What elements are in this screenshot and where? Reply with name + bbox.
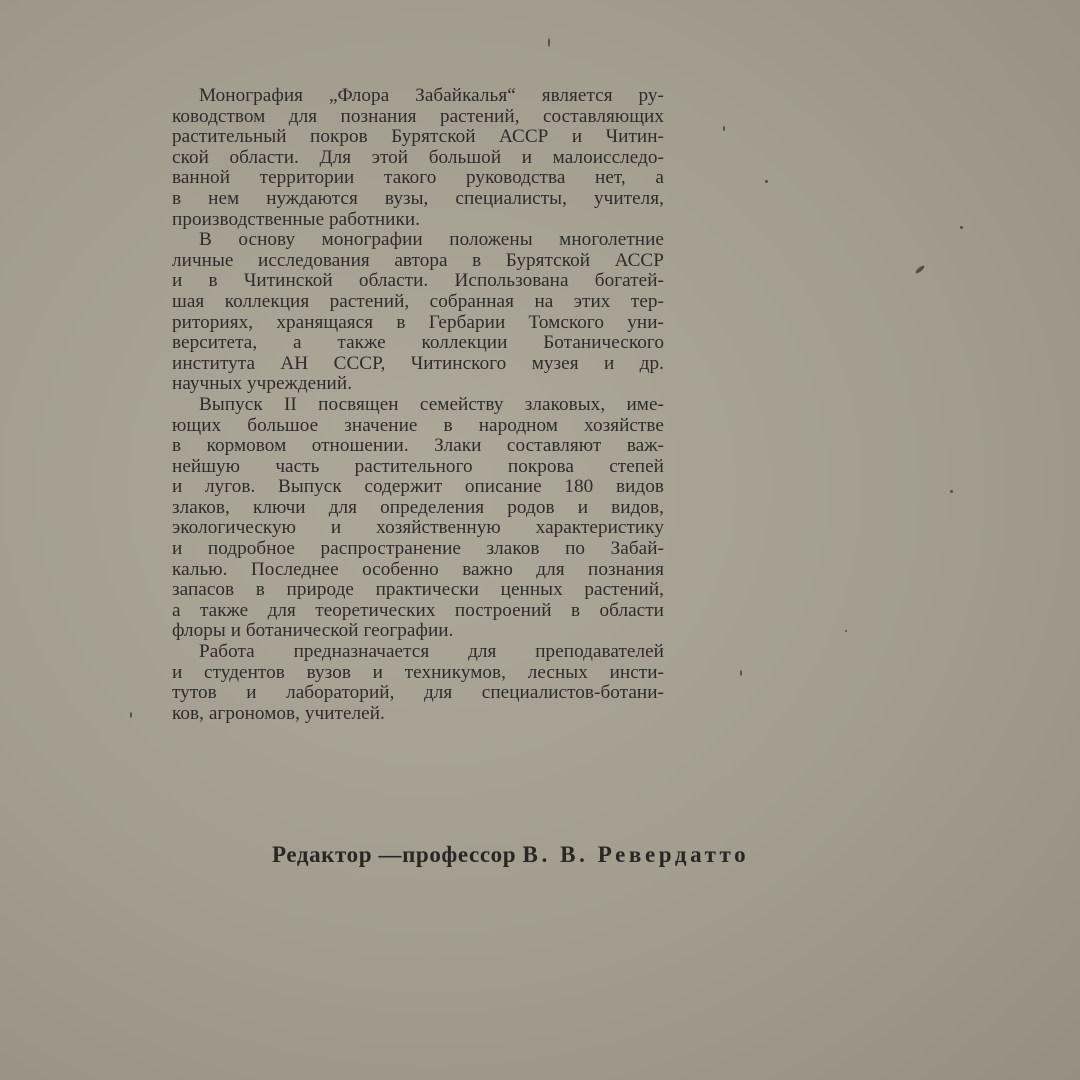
paper-speck [950, 490, 953, 493]
text-line: личные исследования автора в Бурятской АССР [172, 249, 664, 271]
text-line: тутов и лабораторий, для специалистов-ботани- [172, 682, 664, 704]
text-line: экологическую и хозяйственную характеристику [172, 517, 664, 539]
text-line: и студентов вузов и техникумов, лесных инсти- [172, 661, 664, 683]
text-line: и лугов. Выпуск содержит описание 180 видов [172, 476, 664, 498]
annotation-text [172, 86, 664, 724]
text-line: института АН СССР, Читинского музея и др. [172, 352, 664, 374]
editor-credit [272, 842, 749, 868]
paper-speck [548, 38, 550, 47]
text-line: производственные работники. [172, 208, 421, 230]
text-line: ков, агрономов, учителей. [172, 702, 385, 724]
editor-name: В. В. Ревердатто [522, 842, 750, 867]
paper-speck [740, 670, 742, 676]
text-line: ководством для познания растений, составляющих [172, 105, 664, 127]
text-line: и в Читинской области. Использована богатей- [172, 270, 664, 292]
text-line: калью. Последнее особенно важно для познания [172, 558, 664, 580]
paper-speck [765, 180, 768, 183]
text-line: Выпуск II посвящен семейству злаковых, име- [199, 393, 664, 415]
text-line: В основу монографии положены многолетние [199, 229, 664, 251]
text-line: злаков, ключи для определения родов и видов, [172, 496, 664, 518]
text-line: ской области. Для этой большой и малоисследо- [172, 146, 664, 168]
text-line: научных учреждений. [172, 373, 353, 395]
text-line: а также для теоретических построений в области [172, 599, 664, 621]
text-line: и подробное распространение злаков по Забай- [172, 538, 664, 560]
text-line: шая коллекция растений, собранная на этих тер- [172, 290, 664, 312]
text-line: риториях, хранящаяся в Гербарии Томского уни- [172, 311, 664, 333]
text-line: нейшую часть растительного покрова степей [172, 455, 664, 477]
paper-speck [915, 264, 926, 274]
paper-speck [130, 712, 132, 718]
text-line: растительный покров Бурятской АССР и Читин- [172, 126, 664, 148]
editor-role: Редактор —профессор [272, 842, 517, 867]
paper-speck [960, 226, 963, 229]
text-line: в кормовом отношении. Злаки составляют важ- [172, 435, 664, 457]
text-line: флоры и ботанической географии. [172, 620, 454, 642]
text-line: верситета, а также коллекции Ботанического [172, 332, 664, 354]
text-line: ванной территории такого руководства нет, а [172, 167, 664, 189]
text-line: Монография „Флора Забайкалья“ является ру- [199, 85, 664, 106]
paper-speck [845, 630, 847, 632]
text-line: ющих большое значение в народном хозяйстве [172, 414, 664, 436]
text-line: Работа предназначается для преподавателей [199, 641, 664, 663]
text-line: запасов в природе практически ценных растений, [172, 579, 664, 601]
text-line: в нем нуждаются вузы, специалисты, учителя, [172, 187, 664, 209]
paper-speck [723, 126, 725, 131]
